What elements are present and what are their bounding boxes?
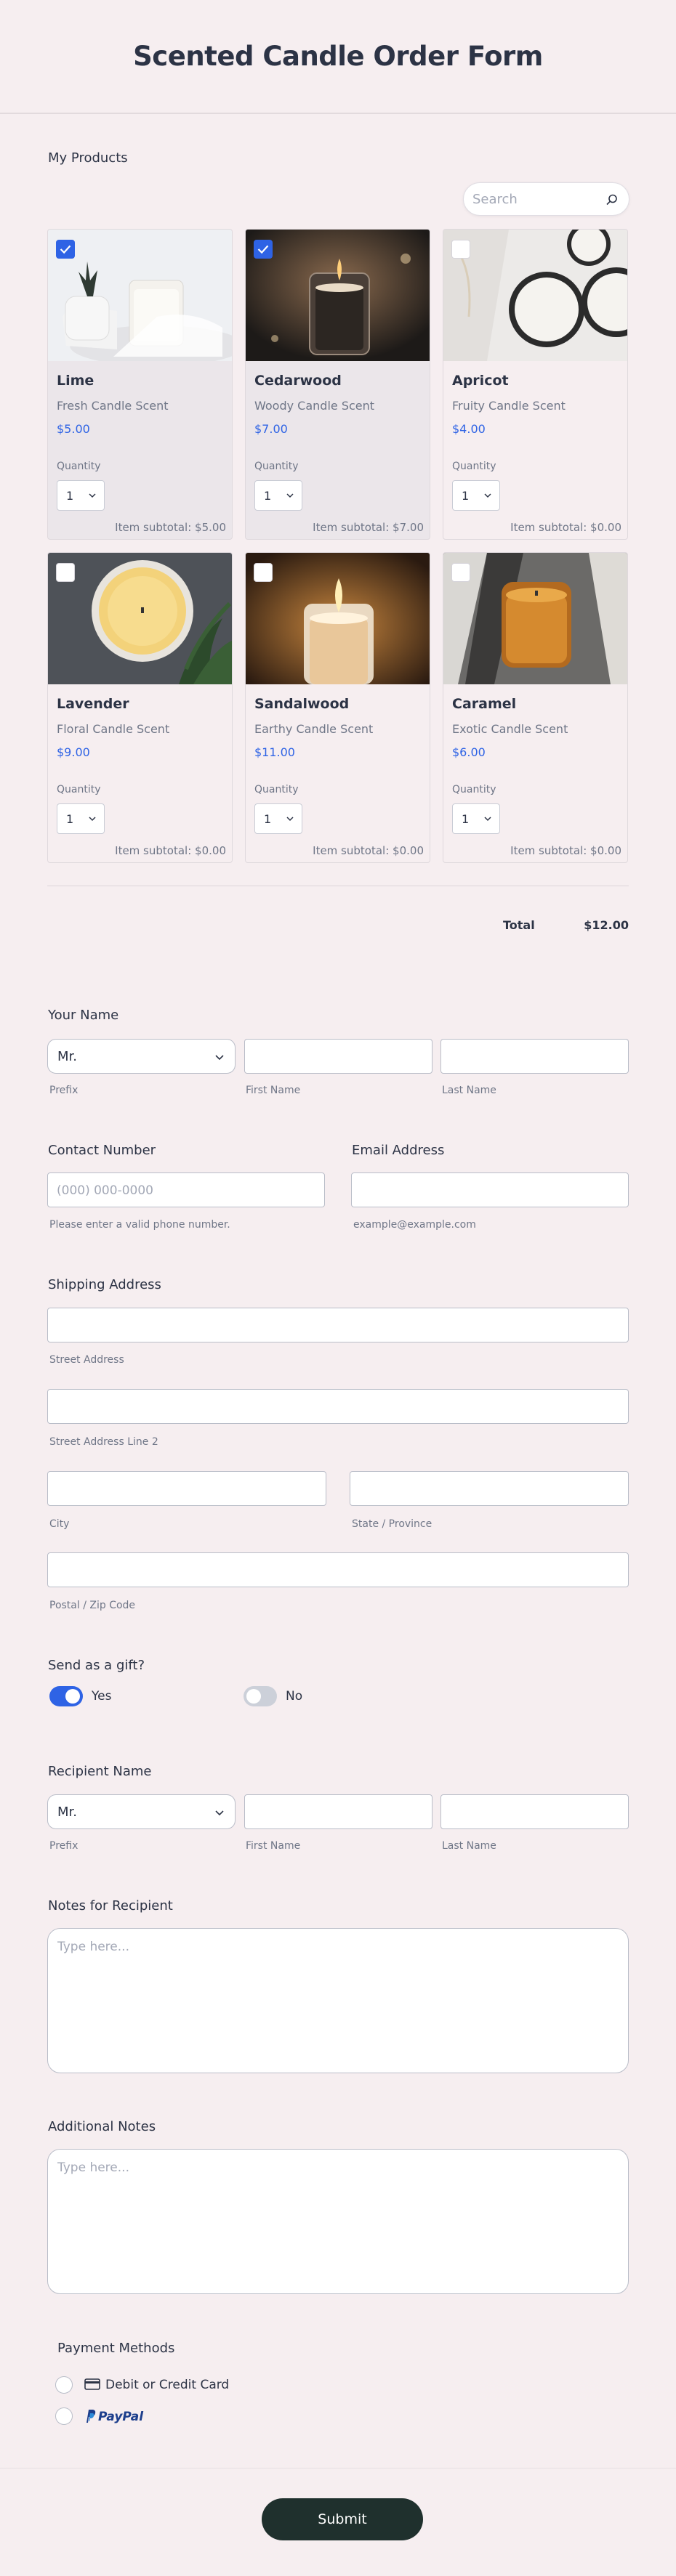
prefix-label: Prefix	[49, 1085, 79, 1096]
quantity-value: 1	[264, 489, 272, 503]
gift-no-label: No	[286, 1689, 303, 1704]
product-card-caramel[interactable]	[443, 552, 628, 863]
product-search[interactable]	[463, 182, 629, 216]
chevron-down-icon	[88, 814, 97, 823]
paypal-label: PayPal	[98, 2410, 144, 2424]
apricot-candle-image	[443, 230, 628, 361]
product-checkbox[interactable]	[254, 563, 273, 582]
form-title: Scented Candle Order Form	[133, 41, 543, 72]
postal-code-label: Postal / Zip Code	[49, 1600, 136, 1611]
product-name: Apricot	[452, 373, 509, 389]
product-description: Earthy Candle Scent	[254, 722, 374, 736]
product-price: $11.00	[254, 745, 295, 759]
product-checkbox[interactable]	[451, 563, 470, 582]
product-checkbox[interactable]	[451, 240, 470, 259]
quantity-select[interactable]	[254, 480, 302, 511]
recipient-prefix-value: Mr.	[57, 1805, 77, 1820]
additional-notes-placeholder: Type here...	[57, 2160, 129, 2175]
notes-recipient-textarea[interactable]	[47, 1928, 629, 2073]
quantity-label: Quantity	[57, 784, 101, 795]
first-name-input[interactable]	[244, 1039, 432, 1074]
street-address-2-label: Street Address Line 2	[49, 1436, 158, 1448]
email-hint: example@example.com	[353, 1219, 476, 1231]
product-name: Caramel	[452, 696, 517, 712]
your-name-label: Your Name	[48, 1008, 119, 1023]
quantity-label: Quantity	[254, 784, 299, 795]
total-label: Total	[503, 918, 535, 932]
product-name: Cedarwood	[254, 373, 342, 389]
paypal-icon	[84, 2409, 96, 2423]
product-name: Lavender	[57, 696, 129, 712]
product-card-apricot[interactable]	[443, 229, 628, 540]
product-description: Floral Candle Scent	[57, 722, 170, 736]
product-price: $9.00	[57, 745, 90, 759]
card-radio[interactable]	[55, 2376, 73, 2394]
chevron-down-icon	[286, 814, 294, 823]
paypal-radio[interactable]	[55, 2407, 73, 2425]
product-name: Lime	[57, 373, 94, 389]
item-subtotal: Item subtotal: $7.00	[313, 521, 424, 534]
total-value: $12.00	[584, 918, 629, 932]
quantity-select[interactable]	[57, 803, 105, 834]
quantity-label: Quantity	[254, 461, 299, 472]
chevron-down-icon	[214, 1807, 225, 1818]
prefix-select[interactable]	[47, 1039, 236, 1074]
email-label: Email Address	[352, 1143, 445, 1158]
product-price: $6.00	[452, 745, 486, 759]
product-checkbox[interactable]	[254, 240, 273, 259]
quantity-select[interactable]	[57, 480, 105, 511]
item-subtotal: Item subtotal: $0.00	[115, 844, 226, 857]
chevron-down-icon	[286, 491, 294, 500]
quantity-select[interactable]	[254, 803, 302, 834]
additional-notes-textarea[interactable]	[47, 2149, 629, 2294]
first-name-label: First Name	[246, 1085, 301, 1096]
recipient-name-label: Recipient Name	[48, 1764, 152, 1779]
quantity-value: 1	[66, 812, 74, 826]
chevron-down-icon	[483, 814, 492, 823]
phone-placeholder: (000) 000-0000	[57, 1183, 153, 1198]
last-name-input[interactable]	[440, 1039, 629, 1074]
recipient-last-name-input[interactable]	[440, 1794, 629, 1829]
shipping-address-label: Shipping Address	[48, 1277, 161, 1292]
quantity-value: 1	[264, 812, 272, 826]
street-address-input[interactable]	[47, 1308, 629, 1342]
products-label: My Products	[48, 150, 128, 166]
recipient-last-name-label: Last Name	[442, 1840, 496, 1852]
state-input[interactable]	[350, 1471, 629, 1506]
chevron-down-icon	[214, 1052, 225, 1062]
quantity-label: Quantity	[452, 784, 496, 795]
recipient-prefix-label: Prefix	[49, 1840, 79, 1852]
street-address-2-input[interactable]	[47, 1389, 629, 1424]
recipient-first-name-input[interactable]	[244, 1794, 432, 1829]
gift-no-toggle[interactable]	[244, 1686, 277, 1706]
product-price: $4.00	[452, 422, 486, 436]
recipient-prefix-select[interactable]	[47, 1794, 236, 1829]
quantity-value: 1	[462, 489, 470, 503]
recipient-first-name-label: First Name	[246, 1840, 301, 1852]
product-description: Exotic Candle Scent	[452, 722, 568, 736]
item-subtotal: Item subtotal: $0.00	[510, 521, 621, 534]
lavender-candle-image	[48, 553, 233, 684]
quantity-select[interactable]	[452, 803, 500, 834]
gift-yes-toggle[interactable]	[49, 1686, 83, 1706]
form-header	[0, 0, 676, 114]
email-input[interactable]	[351, 1172, 629, 1207]
toggle-knob	[246, 1689, 261, 1704]
credit-card-icon	[84, 2378, 100, 2390]
item-subtotal: Item subtotal: $0.00	[313, 844, 424, 857]
city-input[interactable]	[47, 1471, 326, 1506]
gift-yes-label: Yes	[92, 1689, 112, 1704]
product-name: Sandalwood	[254, 696, 350, 712]
lime-candle-image	[48, 230, 233, 361]
city-label: City	[49, 1518, 70, 1530]
quantity-select[interactable]	[452, 480, 500, 511]
product-description: Fruity Candle Scent	[452, 399, 566, 413]
prefix-value: Mr.	[57, 1049, 77, 1064]
quantity-label: Quantity	[452, 461, 496, 472]
chevron-down-icon	[483, 491, 492, 500]
submit-button[interactable]: Submit	[262, 2498, 423, 2540]
phone-hint: Please enter a valid phone number.	[49, 1219, 230, 1231]
product-card-lavender[interactable]	[47, 552, 233, 863]
product-description: Woody Candle Scent	[254, 399, 375, 413]
quantity-value: 1	[66, 489, 74, 503]
street-address-label: Street Address	[49, 1354, 124, 1366]
contact-number-label: Contact Number	[48, 1143, 156, 1158]
caramel-candle-image	[443, 553, 628, 684]
product-card-lime[interactable]	[47, 229, 233, 540]
sandalwood-candle-image	[246, 553, 430, 684]
notes-recipient-placeholder: Type here...	[57, 1940, 129, 1954]
postal-code-input[interactable]	[47, 1552, 629, 1587]
payment-methods-label: Payment Methods	[57, 2341, 175, 2356]
chevron-down-icon	[88, 491, 97, 500]
product-price: $5.00	[57, 422, 90, 436]
gift-question-label: Send as a gift?	[48, 1658, 145, 1673]
check-icon	[254, 240, 272, 258]
product-description: Fresh Candle Scent	[57, 399, 169, 413]
check-icon	[57, 240, 74, 258]
quantity-label: Quantity	[57, 461, 101, 472]
card-label: Debit or Credit Card	[105, 2378, 230, 2392]
product-checkbox[interactable]	[56, 240, 75, 259]
phone-input[interactable]	[47, 1172, 325, 1207]
notes-recipient-label: Notes for Recipient	[48, 1898, 173, 1913]
product-price: $7.00	[254, 422, 288, 436]
item-subtotal: Item subtotal: $0.00	[510, 844, 621, 857]
last-name-label: Last Name	[442, 1085, 496, 1096]
product-card-cedarwood[interactable]	[245, 229, 430, 540]
item-subtotal: Item subtotal: $5.00	[115, 521, 226, 534]
additional-notes-label: Additional Notes	[48, 2119, 156, 2134]
search-placeholder: Search	[472, 192, 518, 207]
product-checkbox[interactable]	[56, 563, 75, 582]
toggle-knob	[65, 1689, 80, 1704]
cedarwood-candle-image	[246, 230, 430, 361]
quantity-value: 1	[462, 812, 470, 826]
state-label: State / Province	[352, 1518, 432, 1530]
search-icon[interactable]	[605, 193, 619, 206]
product-card-sandalwood[interactable]	[245, 552, 430, 863]
